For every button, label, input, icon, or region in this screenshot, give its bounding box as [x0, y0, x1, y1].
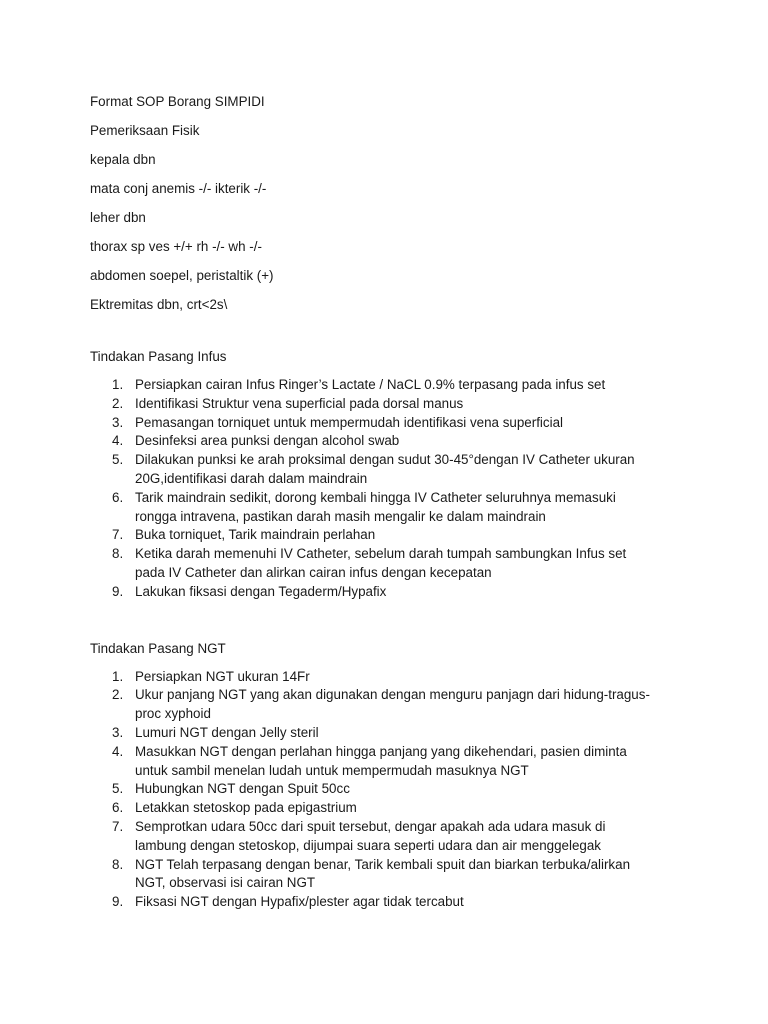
list-item — [90, 743, 655, 781]
list-item — [90, 780, 655, 799]
list-item — [90, 451, 655, 489]
list-item — [90, 395, 655, 414]
list-item-text: Tarik maindrain sedikit, dorong kembali hingga IV Catheter seluruhnya memasuki rongga intravena, pastikan darah masih mengalir ke dalam maindrain — [135, 489, 616, 524]
list-item-text: Ketika darah memenuhi IV Catheter, sebelum darah tumpah sambungkan Infus set pada IV Catheter dan alirkan cairan infus dengan kecepatan — [135, 546, 627, 580]
list-item-number: 8. — [112, 856, 124, 872]
list-item-text: Persiapkan cairan Infus Ringer’s Lactate / NaCL 0.9% terpasang pada infus set — [135, 377, 606, 392]
exam-heading: Pemeriksaan Fisik — [90, 123, 200, 138]
list-item-text: Desinfeksi area punksi dengan alcohol swab — [135, 433, 400, 449]
exam-line-thorax: thorax sp ves +/+ rh -/- wh -/- — [90, 239, 262, 254]
infus-section-heading: Tindakan Pasang Infus — [90, 349, 227, 364]
list-item-number: 9. — [112, 894, 124, 910]
list-item-text: Identifikasi Struktur vena superficial pada dorsal manus — [135, 395, 464, 411]
list-item — [90, 376, 655, 395]
list-item-number: 2. — [112, 395, 124, 411]
list-item-number: 5. — [112, 781, 124, 797]
list-item — [90, 414, 655, 433]
list-item-text: Fiksasi NGT dengan Hypafix/plester agar tidak tercabut — [135, 894, 464, 910]
list-item — [90, 724, 655, 743]
list-item-number: 9. — [112, 583, 124, 599]
list-item-number: 4. — [112, 743, 124, 759]
list-item — [90, 686, 655, 724]
list-item-text: Masukkan NGT dengan perlahan hingga panjang yang dikehendari, pasien diminta untuk sambil menelan ludah untuk mempermudah masuknya NGT — [135, 743, 627, 778]
list-item-number: 5. — [112, 452, 124, 468]
list-item-text: Hubungkan NGT dengan Spuit 50cc — [135, 781, 350, 797]
list-item — [90, 856, 655, 894]
list-item-text: Dilakukan punksi ke arah proksimal dengan sudut 30-45°dengan IV Catheter ukuran 20G,identifikasi darah dalam maindrain — [135, 452, 635, 486]
list-item-number: 3. — [112, 414, 124, 430]
list-item-number: 7. — [112, 527, 124, 543]
list-item-text: Lumuri NGT dengan Jelly steril — [135, 724, 319, 740]
exam-line-leher: leher dbn — [90, 210, 146, 225]
list-item-number: 6. — [112, 489, 124, 505]
list-item — [90, 799, 655, 818]
exam-line-kepala: kepala dbn — [90, 152, 156, 167]
document-page — [90, 92, 690, 912]
list-item-number: 2. — [112, 687, 124, 703]
list-item-text: NGT Telah terpasang dengan benar, Tarik kembali spuit dan biarkan terbuka/alirkan NGT, observasi isi cairan NGT — [135, 856, 631, 891]
list-item-text: Semprotkan udara 50cc dari spuit tersebut, dengar apakah ada udara masuk di lambung dengan stetoskop, dijumpai suara seperti udara dan air menggelegak — [135, 818, 606, 853]
exam-line-abdomen: abdomen soepel, peristaltik (+) — [90, 268, 274, 283]
list-item-text: Letakkan stetoskop pada epigastrium — [135, 800, 357, 816]
list-item-number: 4. — [112, 433, 124, 449]
list-item-number: 1. — [112, 668, 124, 684]
list-item-number: 3. — [112, 724, 124, 740]
list-item-number: 8. — [112, 546, 124, 562]
list-item-text: Persiapkan NGT ukuran 14Fr — [135, 668, 310, 684]
ngt-steps-list — [90, 668, 690, 912]
list-item-number: 1. — [112, 377, 124, 392]
exam-line-mata: mata conj anemis -/- ikterik -/- — [90, 181, 267, 196]
list-item — [90, 526, 655, 545]
list-item-text: Lakukan fiksasi dengan Tegaderm/Hypafix — [135, 583, 387, 599]
list-item-text: Buka torniquet, Tarik maindrain perlahan — [135, 527, 376, 543]
list-item — [90, 432, 655, 451]
ngt-section-heading: Tindakan Pasang NGT — [90, 640, 226, 656]
list-item — [90, 545, 655, 583]
list-item — [90, 668, 655, 687]
list-item-text: Ukur panjang NGT yang akan digunakan dengan menguru panjagn dari hidung-tragus-proc xyphoid — [135, 687, 650, 722]
list-item-number: 6. — [112, 800, 124, 816]
list-item-text: Pemasangan torniquet untuk mempermudah identifikasi vena superficial — [135, 414, 563, 430]
list-item — [90, 489, 655, 527]
list-item-number: 7. — [112, 818, 124, 834]
list-item — [90, 818, 655, 856]
list-item — [90, 583, 655, 602]
list-item — [90, 893, 655, 912]
infus-steps-list — [90, 376, 690, 602]
document-title: Format SOP Borang SIMPIDI — [90, 94, 265, 109]
exam-line-ekstremitas: Ektremitas dbn, crt<2s\ — [90, 297, 228, 312]
